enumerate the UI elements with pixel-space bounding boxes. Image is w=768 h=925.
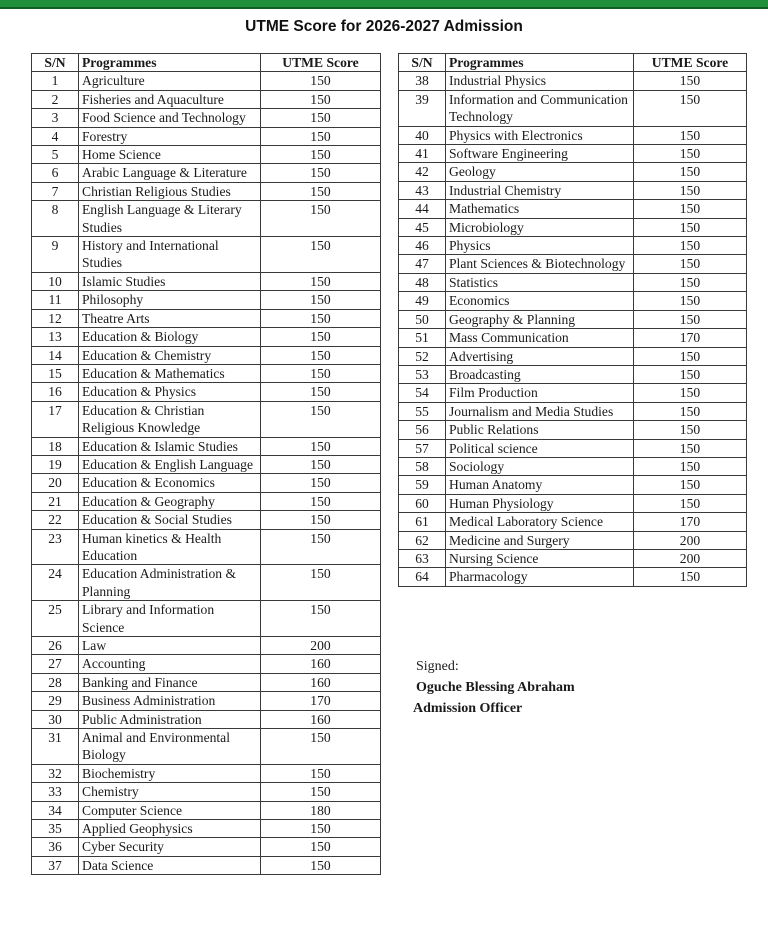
row-score: 150 xyxy=(261,309,381,327)
row-score: 150 xyxy=(261,164,381,182)
row-programme: Education & Christian Religious Knowledge xyxy=(79,401,261,437)
table-row xyxy=(32,673,381,691)
table-row xyxy=(32,272,381,290)
table-row xyxy=(32,146,381,164)
row-programme: Library and Information Science xyxy=(79,601,261,637)
row-programme: Education & Islamic Studies xyxy=(79,437,261,455)
row-sn: 38 xyxy=(399,72,446,90)
row-programme: Medicine and Surgery xyxy=(446,531,634,549)
row-programme: Theatre Arts xyxy=(79,309,261,327)
row-sn: 5 xyxy=(32,146,79,164)
row-score: 150 xyxy=(261,455,381,473)
row-programme: Public Relations xyxy=(446,421,634,439)
row-sn: 14 xyxy=(32,346,79,364)
table-row xyxy=(399,494,747,512)
row-score: 160 xyxy=(261,673,381,691)
row-sn: 49 xyxy=(399,292,446,310)
row-score: 150 xyxy=(634,90,747,126)
row-score: 150 xyxy=(261,565,381,601)
row-programme: Chemistry xyxy=(79,783,261,801)
row-sn: 39 xyxy=(399,90,446,126)
row-programme: Industrial Physics xyxy=(446,72,634,90)
row-score: 150 xyxy=(261,127,381,145)
row-programme: Education & Economics xyxy=(79,474,261,492)
row-score: 150 xyxy=(261,182,381,200)
table-row xyxy=(32,474,381,492)
row-programme: Plant Sciences & Biotechnology xyxy=(446,255,634,273)
row-sn: 50 xyxy=(399,310,446,328)
row-score: 150 xyxy=(261,291,381,309)
row-programme: Software Engineering xyxy=(446,145,634,163)
table-row xyxy=(32,309,381,327)
row-sn: 3 xyxy=(32,109,79,127)
signatory-name: Oguche Blessing Abraham xyxy=(416,680,575,695)
row-sn: 59 xyxy=(399,476,446,494)
row-sn: 41 xyxy=(399,145,446,163)
table-row xyxy=(32,401,381,437)
table-row xyxy=(32,511,381,529)
table-row xyxy=(399,365,747,383)
row-score: 150 xyxy=(261,90,381,108)
row-score: 150 xyxy=(261,729,381,765)
row-score: 150 xyxy=(634,200,747,218)
row-sn: 31 xyxy=(32,729,79,765)
table-row xyxy=(399,421,747,439)
table-row xyxy=(32,492,381,510)
row-programme: Information and Communication Technology xyxy=(446,90,634,126)
row-score: 150 xyxy=(634,255,747,273)
row-score: 150 xyxy=(261,601,381,637)
row-programme: Education & Physics xyxy=(79,383,261,401)
table-row xyxy=(32,437,381,455)
row-score: 150 xyxy=(261,146,381,164)
row-score: 150 xyxy=(261,474,381,492)
row-sn: 15 xyxy=(32,364,79,382)
row-sn: 20 xyxy=(32,474,79,492)
row-sn: 8 xyxy=(32,201,79,237)
row-sn: 4 xyxy=(32,127,79,145)
row-sn: 47 xyxy=(399,255,446,273)
row-score: 150 xyxy=(261,237,381,273)
table-row xyxy=(399,568,747,586)
row-score: 150 xyxy=(634,439,747,457)
row-sn: 60 xyxy=(399,494,446,512)
table-row xyxy=(32,237,381,273)
table-row xyxy=(399,273,747,291)
row-programme: Geology xyxy=(446,163,634,181)
row-programme: Arabic Language & Literature xyxy=(79,164,261,182)
row-score: 150 xyxy=(634,421,747,439)
page-title: UTME Score for 2026-2027 Admission xyxy=(245,18,523,35)
row-sn: 56 xyxy=(399,421,446,439)
row-sn: 6 xyxy=(32,164,79,182)
row-programme: Advertising xyxy=(446,347,634,365)
row-programme: Geography & Planning xyxy=(446,310,634,328)
table-row xyxy=(32,164,381,182)
row-score: 150 xyxy=(634,310,747,328)
table-row xyxy=(399,310,747,328)
table-row xyxy=(399,237,747,255)
table-row xyxy=(399,218,747,236)
row-programme: Computer Science xyxy=(79,801,261,819)
row-programme: Animal and Environmental Biology xyxy=(79,729,261,765)
row-score: 150 xyxy=(634,181,747,199)
row-programme: Physics xyxy=(446,237,634,255)
table-body-left xyxy=(32,72,381,875)
row-score: 150 xyxy=(261,201,381,237)
row-programme: Education & English Language xyxy=(79,455,261,473)
header-programme: Programmes xyxy=(79,54,261,72)
row-score: 150 xyxy=(634,568,747,586)
row-score: 170 xyxy=(634,513,747,531)
row-sn: 18 xyxy=(32,437,79,455)
row-programme: Education Administration & Planning xyxy=(79,565,261,601)
row-programme: Philosophy xyxy=(79,291,261,309)
table-row xyxy=(32,72,381,90)
table-row xyxy=(32,655,381,673)
row-sn: 63 xyxy=(399,549,446,567)
row-score: 170 xyxy=(634,329,747,347)
table-row xyxy=(399,384,747,402)
row-sn: 27 xyxy=(32,655,79,673)
row-programme: Banking and Finance xyxy=(79,673,261,691)
row-programme: Education & Biology xyxy=(79,328,261,346)
row-score: 150 xyxy=(261,783,381,801)
table-row xyxy=(32,820,381,838)
row-programme: Pharmacology xyxy=(446,568,634,586)
signed-label: Signed: xyxy=(416,659,459,674)
row-sn: 9 xyxy=(32,237,79,273)
row-programme: Applied Geophysics xyxy=(79,820,261,838)
table-row xyxy=(32,182,381,200)
row-score: 150 xyxy=(261,328,381,346)
row-sn: 52 xyxy=(399,347,446,365)
row-sn: 21 xyxy=(32,492,79,510)
row-sn: 2 xyxy=(32,90,79,108)
row-score: 150 xyxy=(634,72,747,90)
row-programme: Microbiology xyxy=(446,218,634,236)
table-row xyxy=(399,457,747,475)
row-programme: Business Administration xyxy=(79,692,261,710)
row-programme: Film Production xyxy=(446,384,634,402)
row-sn: 1 xyxy=(32,72,79,90)
row-programme: Journalism and Media Studies xyxy=(446,402,634,420)
table-row xyxy=(32,364,381,382)
row-score: 150 xyxy=(634,273,747,291)
row-sn: 40 xyxy=(399,126,446,144)
table-row xyxy=(32,601,381,637)
row-sn: 16 xyxy=(32,383,79,401)
table-row xyxy=(399,549,747,567)
row-programme: Nursing Science xyxy=(446,549,634,567)
row-sn: 64 xyxy=(399,568,446,586)
table-row xyxy=(32,127,381,145)
row-programme: Education & Chemistry xyxy=(79,346,261,364)
row-programme: Home Science xyxy=(79,146,261,164)
row-programme: Statistics xyxy=(446,273,634,291)
row-sn: 32 xyxy=(32,764,79,782)
row-programme: Human Physiology xyxy=(446,494,634,512)
row-sn: 37 xyxy=(32,856,79,874)
row-sn: 34 xyxy=(32,801,79,819)
row-score: 150 xyxy=(634,126,747,144)
row-score: 150 xyxy=(634,494,747,512)
header-sn: S/N xyxy=(399,54,446,72)
row-score: 150 xyxy=(634,218,747,236)
row-sn: 17 xyxy=(32,401,79,437)
table-row xyxy=(399,72,747,90)
row-programme: History and International Studies xyxy=(79,237,261,273)
row-score: 200 xyxy=(634,549,747,567)
table-row xyxy=(32,838,381,856)
row-score: 180 xyxy=(261,801,381,819)
row-score: 150 xyxy=(261,838,381,856)
table-row xyxy=(32,455,381,473)
table-row xyxy=(399,402,747,420)
row-programme: Medical Laboratory Science xyxy=(446,513,634,531)
table-row xyxy=(32,291,381,309)
top-banner xyxy=(0,0,768,9)
row-score: 160 xyxy=(261,655,381,673)
table-row xyxy=(32,856,381,874)
table-body-right xyxy=(399,72,747,586)
table-row xyxy=(32,383,381,401)
row-score: 150 xyxy=(261,272,381,290)
row-score: 150 xyxy=(634,476,747,494)
row-sn: 10 xyxy=(32,272,79,290)
table-row xyxy=(32,710,381,728)
header-programme: Programmes xyxy=(446,54,634,72)
row-programme: Sociology xyxy=(446,457,634,475)
row-programme: Economics xyxy=(446,292,634,310)
header-score: UTME Score xyxy=(634,54,747,72)
row-sn: 13 xyxy=(32,328,79,346)
row-programme: Public Administration xyxy=(79,710,261,728)
row-sn: 43 xyxy=(399,181,446,199)
row-score: 150 xyxy=(261,346,381,364)
row-sn: 58 xyxy=(399,457,446,475)
row-score: 150 xyxy=(261,437,381,455)
row-score: 150 xyxy=(261,401,381,437)
row-sn: 55 xyxy=(399,402,446,420)
table-row xyxy=(399,145,747,163)
row-programme: Political science xyxy=(446,439,634,457)
row-sn: 46 xyxy=(399,237,446,255)
row-sn: 28 xyxy=(32,673,79,691)
row-score: 150 xyxy=(261,492,381,510)
row-sn: 53 xyxy=(399,365,446,383)
row-programme: Data Science xyxy=(79,856,261,874)
row-programme: Human Anatomy xyxy=(446,476,634,494)
table-row xyxy=(32,637,381,655)
row-sn: 62 xyxy=(399,531,446,549)
row-score: 150 xyxy=(634,237,747,255)
row-score: 150 xyxy=(261,109,381,127)
table-row xyxy=(399,476,747,494)
row-score: 170 xyxy=(261,692,381,710)
row-score: 150 xyxy=(634,163,747,181)
row-programme: Cyber Security xyxy=(79,838,261,856)
row-score: 150 xyxy=(634,457,747,475)
row-sn: 36 xyxy=(32,838,79,856)
row-score: 150 xyxy=(261,529,381,565)
table-row xyxy=(32,90,381,108)
row-score: 160 xyxy=(261,710,381,728)
row-programme: Agriculture xyxy=(79,72,261,90)
row-sn: 11 xyxy=(32,291,79,309)
table-row xyxy=(32,109,381,127)
row-score: 150 xyxy=(261,764,381,782)
table-row xyxy=(399,513,747,531)
row-score: 150 xyxy=(634,384,747,402)
table-row xyxy=(32,783,381,801)
row-score: 200 xyxy=(261,637,381,655)
header-score: UTME Score xyxy=(261,54,381,72)
table-row xyxy=(399,329,747,347)
row-score: 150 xyxy=(261,72,381,90)
row-sn: 25 xyxy=(32,601,79,637)
table-row xyxy=(32,764,381,782)
table-row xyxy=(399,347,747,365)
table-row xyxy=(399,292,747,310)
row-programme: Accounting xyxy=(79,655,261,673)
row-sn: 26 xyxy=(32,637,79,655)
table-row xyxy=(32,729,381,765)
table-row xyxy=(32,328,381,346)
row-score: 150 xyxy=(261,511,381,529)
row-programme: Education & Geography xyxy=(79,492,261,510)
row-sn: 42 xyxy=(399,163,446,181)
table-row xyxy=(399,255,747,273)
row-score: 150 xyxy=(634,292,747,310)
table-row xyxy=(399,200,747,218)
table-row xyxy=(32,565,381,601)
header-sn: S/N xyxy=(32,54,79,72)
row-score: 150 xyxy=(261,856,381,874)
table-row xyxy=(32,346,381,364)
table-header-row xyxy=(32,54,381,72)
row-score: 150 xyxy=(261,383,381,401)
row-sn: 7 xyxy=(32,182,79,200)
table-row xyxy=(32,201,381,237)
row-sn: 30 xyxy=(32,710,79,728)
row-sn: 54 xyxy=(399,384,446,402)
row-programme: Mass Communication xyxy=(446,329,634,347)
row-sn: 24 xyxy=(32,565,79,601)
row-programme: English Language & Literary Studies xyxy=(79,201,261,237)
row-programme: Physics with Electronics xyxy=(446,126,634,144)
table-row xyxy=(399,126,747,144)
table-row xyxy=(32,692,381,710)
row-sn: 33 xyxy=(32,783,79,801)
signatory-role: Admission Officer xyxy=(413,701,523,716)
row-score: 150 xyxy=(634,402,747,420)
row-score: 150 xyxy=(634,347,747,365)
row-programme: Fisheries and Aquaculture xyxy=(79,90,261,108)
score-table-left xyxy=(31,53,381,875)
row-sn: 19 xyxy=(32,455,79,473)
row-sn: 48 xyxy=(399,273,446,291)
table-row xyxy=(399,439,747,457)
row-sn: 22 xyxy=(32,511,79,529)
row-programme: Law xyxy=(79,637,261,655)
row-programme: Industrial Chemistry xyxy=(446,181,634,199)
row-sn: 44 xyxy=(399,200,446,218)
row-programme: Christian Religious Studies xyxy=(79,182,261,200)
row-sn: 51 xyxy=(399,329,446,347)
row-sn: 12 xyxy=(32,309,79,327)
table-row xyxy=(399,531,747,549)
table-row xyxy=(399,181,747,199)
row-programme: Forestry xyxy=(79,127,261,145)
table-row xyxy=(32,529,381,565)
row-programme: Broadcasting xyxy=(446,365,634,383)
row-sn: 57 xyxy=(399,439,446,457)
table-header-row xyxy=(399,54,747,72)
row-programme: Biochemistry xyxy=(79,764,261,782)
row-programme: Education & Social Studies xyxy=(79,511,261,529)
table-row xyxy=(399,90,747,126)
row-sn: 23 xyxy=(32,529,79,565)
row-programme: Human kinetics & Health Education xyxy=(79,529,261,565)
row-programme: Islamic Studies xyxy=(79,272,261,290)
score-table-right xyxy=(398,53,747,587)
row-score: 150 xyxy=(261,364,381,382)
row-score: 200 xyxy=(634,531,747,549)
signature-block xyxy=(413,656,575,719)
table-row xyxy=(399,163,747,181)
row-score: 150 xyxy=(261,820,381,838)
table-row xyxy=(32,801,381,819)
row-sn: 35 xyxy=(32,820,79,838)
row-score: 150 xyxy=(634,145,747,163)
row-programme: Mathematics xyxy=(446,200,634,218)
row-sn: 29 xyxy=(32,692,79,710)
row-sn: 61 xyxy=(399,513,446,531)
row-programme: Education & Mathematics xyxy=(79,364,261,382)
row-programme: Food Science and Technology xyxy=(79,109,261,127)
row-score: 150 xyxy=(634,365,747,383)
row-sn: 45 xyxy=(399,218,446,236)
